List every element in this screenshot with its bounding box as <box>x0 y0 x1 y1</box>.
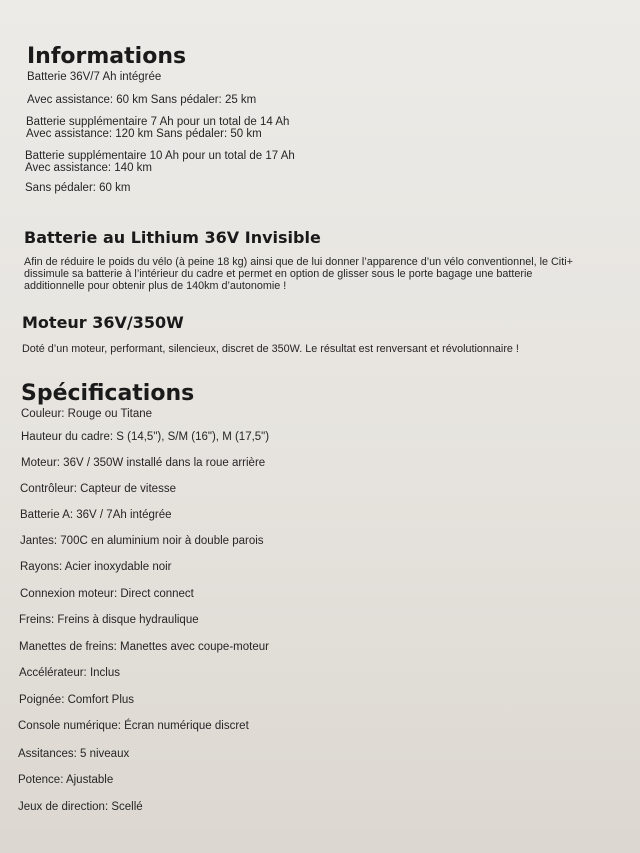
spec-item: Couleur: Rouge ou Titane <box>21 408 153 420</box>
spec-item: Manettes de freins: Manettes avec coupe-moteur <box>19 641 269 653</box>
spec-item: Console numérique: Écran numérique discret <box>18 720 249 732</box>
informations-heading: Informations <box>27 44 187 69</box>
spec-item: Rayons: Acier inoxydable noir <box>20 561 172 573</box>
info-line: Avec assistance: 140 km <box>25 162 152 174</box>
spec-item: Hauteur du cadre: S (14,5"), S/M (16"), M (17,5") <box>21 431 270 443</box>
spec-item: Poignée: Comfort Plus <box>19 694 135 706</box>
info-line: Avec assistance: 60 km Sans pédaler: 25 km <box>27 94 257 106</box>
spec-item: Moteur: 36V / 350W installé dans la roue arrière <box>21 457 266 469</box>
battery-line: dissimule sa batterie à l’intérieur du cadre et permet en option de glisser sous le porte bagage une batterie <box>24 268 533 280</box>
spec-item: Accélérateur: Inclus <box>19 667 120 679</box>
battery-heading: Batterie au Lithium 36V Invisible <box>24 228 321 247</box>
spec-item: Batterie A: 36V / 7Ah intégrée <box>20 509 172 521</box>
motor-heading: Moteur 36V/350W <box>22 313 184 332</box>
motor-text: Doté d’un moteur, performant, silencieux, discret de 350W. Le résultat est renversant et révolutionnaire ! <box>22 343 519 355</box>
spec-item: Freins: Freins à disque hydraulique <box>19 614 199 626</box>
info-line: Avec assistance: 120 km Sans pédaler: 50 km <box>26 128 262 140</box>
spec-item: Jantes: 700C en aluminium noir à double parois <box>20 535 264 547</box>
battery-line: Afin de réduire le poids du vélo (à peine 18 kg) ainsi que de lui donner l’apparence d’un vélo conventionnel, le Citi+ <box>24 256 573 268</box>
spec-item: Connexion moteur: Direct connect <box>20 588 194 600</box>
specifications-heading: Spécifications <box>21 381 195 406</box>
info-line: Batterie supplémentaire 7 Ah pour un total de 14 Ah <box>26 116 290 128</box>
spec-item: Potence: Ajustable <box>18 774 114 786</box>
info-line: Batterie 36V/7 Ah intégrée <box>27 71 162 83</box>
info-line: Sans pédaler: 60 km <box>25 182 131 194</box>
spec-item: Assitances: 5 niveaux <box>18 748 130 760</box>
spec-item: Contrôleur: Capteur de vitesse <box>20 483 176 495</box>
info-line: Batterie supplémentaire 10 Ah pour un total de 17 Ah <box>25 150 295 162</box>
battery-line: additionnelle pour obtenir plus de 140km d’autonomie ! <box>24 280 287 292</box>
spec-item: Jeux de direction: Scellé <box>18 801 143 813</box>
